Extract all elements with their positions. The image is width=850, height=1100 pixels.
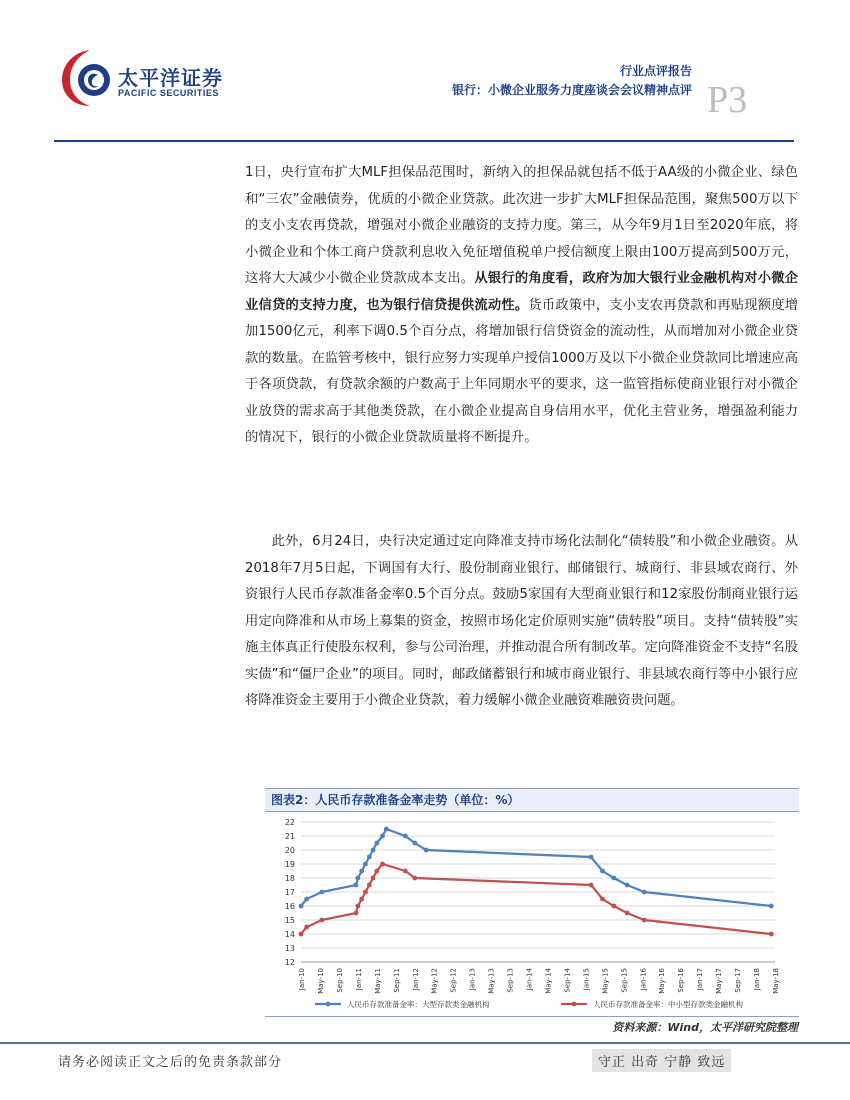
data-point <box>611 904 616 909</box>
y-tick-label: 15 <box>284 916 295 925</box>
data-point <box>319 890 324 895</box>
data-point <box>403 834 408 839</box>
data-point <box>363 862 368 867</box>
x-tick-label: Jan-12 <box>411 968 420 991</box>
x-tick-label: Sep-17 <box>734 968 743 993</box>
data-point <box>304 897 309 902</box>
data-point <box>600 869 605 874</box>
data-point <box>769 904 774 909</box>
data-point <box>371 876 376 881</box>
data-point <box>384 827 389 832</box>
x-tick-label: Sep-14 <box>563 968 572 993</box>
body-paragraph-1 <box>245 160 798 452</box>
paragraph-text: 此外，6月24日，央行决定通过定向降准支持市场化法制化“债转股”和小微企业融资。从2018年7月5日起，下调国有大行、股份制商业银行、邮储银行、城商行、非县域农商行、外资银行人民币存款准备金率0.5个百分点。鼓励5家国有大型商业银行和12家股份制商业银行运用定向降准和从市场上募集的资金，按照市场化定价原则实施“债转股”项目。支持“债转股”实施主体真正行使股东权利，参与公司治理，并推动混合所有制改革。定向降准资金不支持“名股实债”和“僵尸企业”的项目。同时，邮政储蓄银行和城市商业银行、非县域农商行等中小银行应将降准资金主要用于小微企业贷款，着力缓解小微企业融资难融资贵问题。 <box>245 534 798 708</box>
logo-chinese-name: 太平洋证券 <box>118 66 223 90</box>
x-tick-label: May-18 <box>772 968 780 994</box>
data-point <box>424 848 429 853</box>
series-line <box>301 829 771 906</box>
logo-english-name: PACIFIC SECURITIES <box>118 88 219 98</box>
data-point <box>304 925 309 930</box>
figure-source-divider <box>265 1016 799 1017</box>
paragraph-text: 1日，央行宣布扩大MLF担保品范围时，新纳入的担保品就包括不低于AA级的小微企业、绿色和“三农”金融债券，优质的小微企业贷款。此次进一步扩大MLF担保品范围，聚焦500万以下的支小支农再贷款，增强对小微企业融资的支持力度。第三，从今年9月1日至2020年底，将小微企业和个体工商户贷款利息收入免征增值税单户授信额度上限由100万提高到500万元，这将大大减少小微企业贷款成本支出。 <box>245 165 798 286</box>
paragraph-bold-text: 从银行的角度看，政府为加大银行业金融机构对小微企业信贷的支持力度，也为银行信贷提供流动性。 <box>245 271 799 313</box>
footer-motto: 守正 出奇 宁静 致远 <box>592 1049 731 1072</box>
x-tick-label: Jan-18 <box>753 968 762 991</box>
y-tick-label: 12 <box>284 958 295 967</box>
y-tick-label: 17 <box>284 888 295 897</box>
reserve-ratio-chart <box>265 816 799 1016</box>
x-tick-label: Jan-13 <box>468 968 477 991</box>
report-type: 行业点评报告 <box>619 64 692 78</box>
pacific-securities-logo-icon <box>60 48 116 108</box>
figure-source: 资料来源：Wind，太平洋研究院整理 <box>612 1021 798 1034</box>
data-point <box>371 848 376 853</box>
x-tick-label: May-12 <box>430 968 439 994</box>
legend-label: 人民币存款准备金率：大型存款类金融机构 <box>347 1000 490 1009</box>
figure-title: 图表2：人民币存款准备金率走势（单位：%） <box>265 788 799 812</box>
data-point <box>403 869 408 874</box>
legend-label: 人民币存款准备金率：中小型存款类金融机构 <box>593 1000 743 1009</box>
data-point <box>367 855 372 860</box>
data-point <box>374 841 379 846</box>
y-tick-label: 19 <box>284 860 295 869</box>
data-point <box>600 897 605 902</box>
data-point <box>412 841 417 846</box>
y-tick-label: 20 <box>284 846 295 855</box>
legend-marker <box>572 1002 577 1007</box>
y-tick-label: 14 <box>284 930 295 939</box>
data-point <box>367 883 372 888</box>
data-point <box>355 876 360 881</box>
data-point <box>299 904 304 909</box>
data-point <box>769 932 774 937</box>
data-point <box>380 862 385 867</box>
data-point <box>642 890 647 895</box>
x-tick-label: May-15 <box>601 968 610 994</box>
x-tick-label: Jan-17 <box>696 968 705 991</box>
data-point <box>611 876 616 881</box>
page-header <box>0 0 850 145</box>
x-tick-label: Sep-11 <box>392 968 401 993</box>
x-tick-label: Jan-11 <box>354 968 363 991</box>
footer-disclaimer: 请务必阅读正文之后的免责条款部分 <box>58 1055 283 1070</box>
x-tick-label: Jan-15 <box>582 968 591 991</box>
data-point <box>299 932 304 937</box>
data-point <box>642 918 647 923</box>
x-tick-label: May-11 <box>373 968 382 994</box>
data-point <box>359 897 364 902</box>
x-tick-label: Sep-13 <box>506 968 515 993</box>
body-paragraph-2 <box>245 529 798 715</box>
data-point <box>625 911 630 916</box>
x-tick-label: Sep-15 <box>620 968 629 993</box>
data-point <box>412 876 417 881</box>
x-tick-label: Sep-10 <box>335 968 344 993</box>
x-tick-label: Sep-16 <box>677 968 686 993</box>
paragraph-text: 货币政策中，支小支农再贷款和再贴现额度增加1500亿元，利率下调0.5个百分点，将增加银行信贷资金的流动性，从而增加对小微企业贷款的数量。在监管考核中，银行应努力实现单户授信1000万及以下小微企业贷款同比增速应高于各项贷款，有贷款余额的户数高于上年同期水平的要求，这一监管指标使商业银行对小微企业放贷的需求高于其他类贷款，在小微企业提高自身信用水平，优化主营业务，增强盈利能力的情况下，银行的小微企业贷款质量将不断提升。 <box>245 297 798 445</box>
x-tick-label: Jan-14 <box>525 968 534 991</box>
report-title: 银行：小微企业服务力度座谈会会议精神点评 <box>451 83 692 97</box>
x-tick-label: May-17 <box>715 968 724 994</box>
page-number: P3 <box>707 79 748 121</box>
x-tick-label: Sep-12 <box>449 968 458 993</box>
data-point <box>374 869 379 874</box>
data-point <box>589 855 594 860</box>
legend-marker <box>326 1002 331 1007</box>
y-tick-label: 16 <box>284 902 295 911</box>
data-point <box>354 883 359 888</box>
x-tick-label: Jan-10 <box>298 968 306 991</box>
data-point <box>355 904 360 909</box>
data-point <box>319 918 324 923</box>
x-tick-label: May-13 <box>487 968 496 994</box>
x-tick-label: May-16 <box>658 968 667 994</box>
y-tick-label: 18 <box>284 874 295 883</box>
data-point <box>363 890 368 895</box>
data-point <box>359 869 364 874</box>
header-divider <box>54 140 794 142</box>
footer-divider <box>0 1042 850 1044</box>
y-tick-label: 22 <box>284 818 295 827</box>
data-point <box>354 911 359 916</box>
data-point <box>625 883 630 888</box>
y-tick-label: 13 <box>284 944 295 953</box>
figure-2 <box>265 788 799 1016</box>
x-tick-label: May-10 <box>316 968 325 994</box>
y-tick-label: 21 <box>284 832 295 841</box>
data-point <box>380 834 385 839</box>
x-tick-label: May-14 <box>544 968 553 994</box>
x-tick-label: Jan-16 <box>639 968 648 991</box>
data-point <box>589 883 594 888</box>
